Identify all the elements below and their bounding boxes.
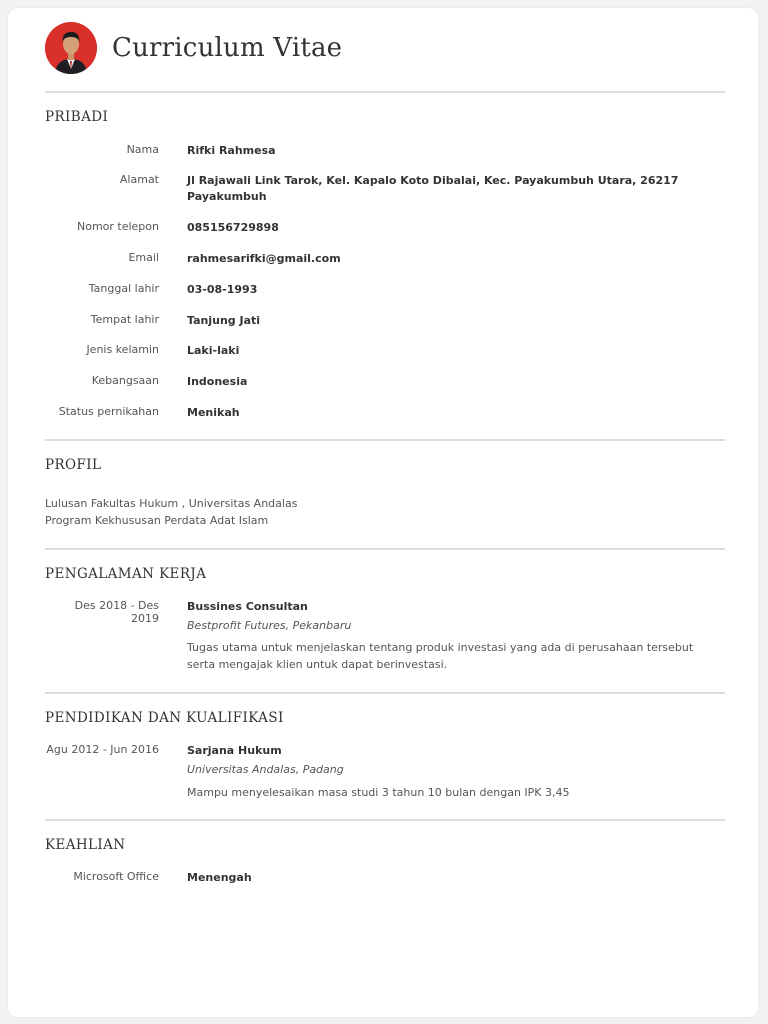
education-institution: Universitas Andalas, Padang xyxy=(187,763,344,776)
divider xyxy=(45,91,725,93)
page-title: Curriculum Vitae xyxy=(112,33,343,63)
person-photo-icon xyxy=(45,22,97,74)
info-label: Nomor telepon xyxy=(76,220,159,233)
section-title-keahlian: KEAHLIAN xyxy=(45,837,126,853)
experience-description: Tugas utama untuk menjelaskan tentang produk investasi yang ada di perusahaan tersebut serta mengajak klien untuk dapat berinvestasi. xyxy=(187,641,694,671)
info-value: 03-08-1993 xyxy=(187,283,258,296)
info-value: Tanjung Jati xyxy=(187,314,261,327)
info-value: Rifki Rahmesa xyxy=(187,144,276,157)
info-label: Kebangsaan xyxy=(91,374,159,387)
experience-place: Bestprofit Futures, Pekanbaru xyxy=(187,619,352,632)
section-title-pengalaman: PENGALAMAN KERJA xyxy=(45,566,207,582)
info-value: Menikah xyxy=(187,406,240,419)
profile-text-line: Lulusan Fakultas Hukum , Universitas Andalas xyxy=(45,497,298,510)
education-description: Mampu menyelesaikan masa studi 3 tahun 10 bulan dengan IPK 3,45 xyxy=(187,786,570,799)
info-label: Alamat xyxy=(119,173,159,186)
info-label: Status pernikahan xyxy=(58,405,159,418)
experience-role: Bussines Consultan xyxy=(187,600,308,613)
experience-period: Des 2018 - Des 2019 xyxy=(74,599,159,625)
skill-level: Menengah xyxy=(187,871,252,884)
avatar xyxy=(45,22,97,74)
info-label: Jenis kelamin xyxy=(86,343,159,356)
skill-name: Microsoft Office xyxy=(73,870,159,883)
section-title-profil: PROFIL xyxy=(45,457,102,473)
cv-header xyxy=(45,22,342,74)
divider xyxy=(45,819,725,821)
cv-page xyxy=(8,8,758,1017)
section-title-pribadi: PRIBADI xyxy=(45,109,109,125)
info-label: Email xyxy=(128,251,159,264)
info-label: Tanggal lahir xyxy=(88,282,159,295)
info-label: Tempat lahir xyxy=(90,313,159,326)
divider xyxy=(45,439,725,441)
info-value: Laki-laki xyxy=(187,344,240,357)
section-title-pendidikan: PENDIDIKAN DAN KUALIFIKASI xyxy=(45,710,284,726)
info-value: Jl Rajawali Link Tarok, Kel. Kapalo Koto Dibalai, Kec. Payakumbuh Utara, 26217 Payakumbuh xyxy=(187,174,679,203)
divider xyxy=(45,692,725,694)
info-value: rahmesarifki@gmail.com xyxy=(187,252,341,265)
profile-text-line: Program Kekhususan Perdata Adat Islam xyxy=(45,514,269,527)
info-label: Nama xyxy=(126,143,159,156)
education-period: Agu 2012 - Jun 2016 xyxy=(46,743,159,756)
info-value: Indonesia xyxy=(187,375,248,388)
divider xyxy=(45,548,725,550)
education-degree: Sarjana Hukum xyxy=(187,744,282,757)
info-value: 085156729898 xyxy=(187,221,279,234)
